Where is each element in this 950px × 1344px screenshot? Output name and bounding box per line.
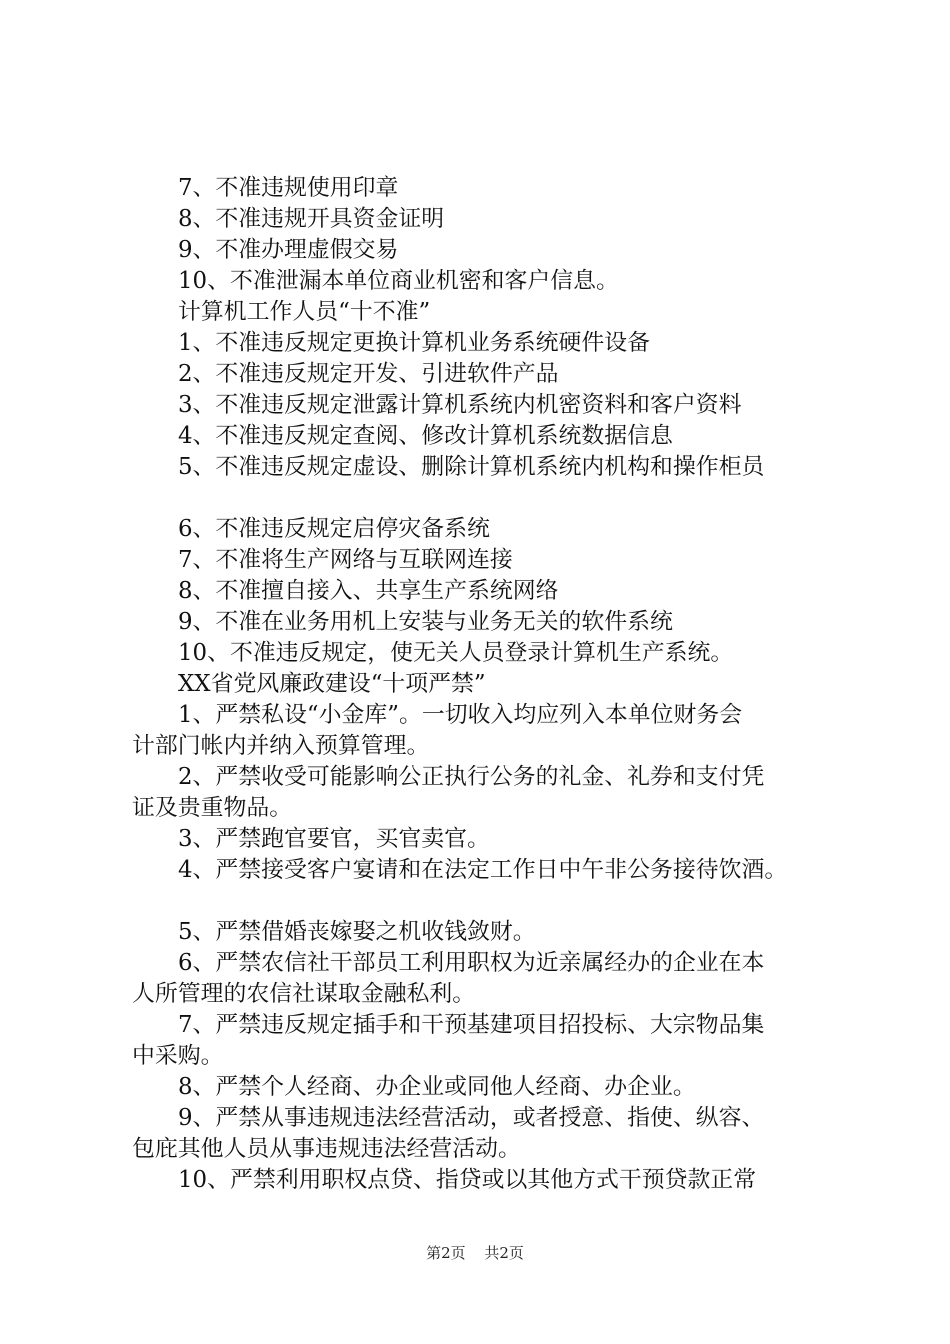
text-line: 3、严禁跑官要官，买官卖官。: [178, 826, 490, 852]
text-line: 10、不准违反规定，使无关人员登录计算机生产系统。: [178, 640, 734, 666]
document-body: [0, 173, 950, 1196]
text-line: 8、严禁个人经商、办企业或同他人经商、办企业。: [178, 1074, 696, 1100]
text-line: 中采购。: [132, 1043, 224, 1069]
text-line: 1、不准违反规定更换计算机业务系统硬件设备: [178, 330, 651, 356]
text-line: 6、严禁农信社干部员工利用职权为近亲属经办的企业在本: [178, 950, 765, 976]
text-line: 8、不准违规开具资金证明: [178, 206, 445, 232]
text-line: 2、不准违反规定开发、引进软件产品: [178, 361, 559, 387]
text-line: 9、不准在业务用机上安装与业务无关的软件系统: [178, 609, 673, 635]
text-line: 5、不准违反规定虚设、删除计算机系统内机构和操作柜员: [178, 454, 765, 480]
text-line: 计部门帐内并纳入预算管理。: [132, 733, 430, 759]
text-line: 包庇其他人员从事违规违法经营活动。: [132, 1136, 521, 1162]
text-line: 7、严禁违反规定插手和干预基建项目招投标、大宗物品集: [178, 1012, 765, 1038]
blank-line: [0, 886, 950, 917]
blank-line: [0, 483, 950, 514]
text-line: 9、不准办理虚假交易: [178, 237, 399, 263]
section-heading: XX省党风廉政建设“十项严禁”: [178, 671, 486, 697]
text-line: 人所管理的农信社谋取金融私利。: [132, 981, 476, 1007]
text-line: 4、严禁接受客户宴请和在法定工作日中午非公务接待饮酒。: [178, 857, 788, 883]
text-line: 4、不准违反规定查阅、修改计算机系统数据信息: [178, 423, 673, 449]
text-line: 10、不准泄漏本单位商业机密和客户信息。: [178, 268, 619, 294]
text-line: 7、不准违规使用印章: [178, 175, 399, 201]
page-footer: [0, 1242, 950, 1263]
text-line: 2、严禁收受可能影响公正执行公务的礼金、礼券和支付凭: [178, 764, 765, 790]
text-line: 3、不准违反规定泄露计算机系统内机密资料和客户资料: [178, 392, 742, 418]
text-line: 1、严禁私设“小金库”。一切收入均应列入本单位财务会: [178, 702, 743, 728]
text-line: 5、严禁借婚丧嫁娶之机收钱敛财。: [178, 919, 536, 945]
text-line: 10、严禁利用职权点贷、指贷或以其他方式干预贷款正常: [178, 1167, 757, 1193]
text-line: 7、不准将生产网络与互联网连接: [178, 547, 513, 573]
page-number: 第2页: [426, 1244, 466, 1262]
text-line: 证及贵重物品。: [132, 795, 293, 821]
text-line: 8、不准擅自接入、共享生产系统网络: [178, 578, 559, 604]
page-total: 共2页: [484, 1244, 524, 1262]
section-heading: 计算机工作人员“十不准”: [178, 299, 431, 325]
text-line: 9、严禁从事违规违法经营活动，或者授意、指使、纵容、: [178, 1105, 765, 1131]
text-line: 6、不准违反规定启停灾备系统: [178, 516, 490, 542]
